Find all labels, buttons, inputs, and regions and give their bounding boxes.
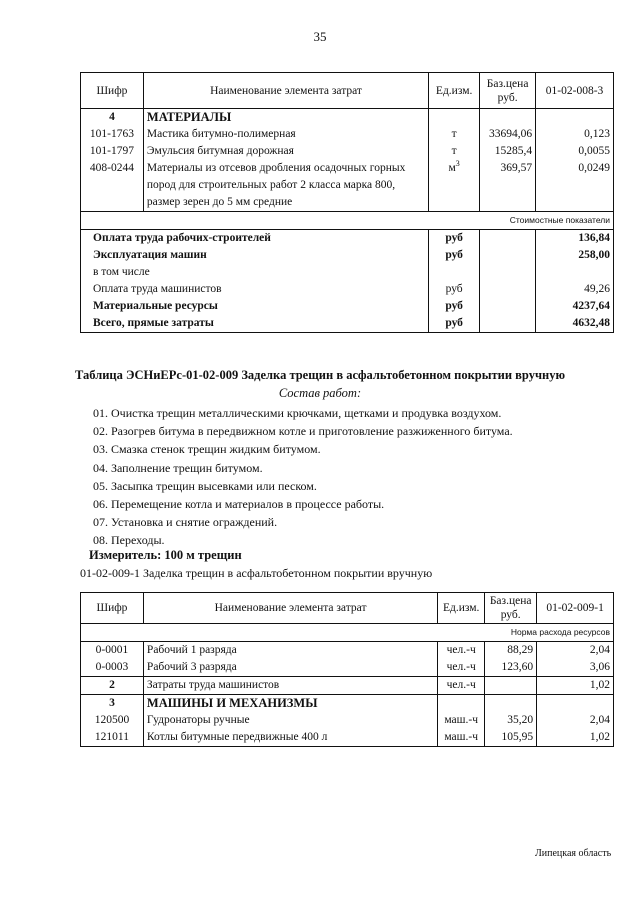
header-price: Баз.цена руб. <box>480 73 536 109</box>
cost-table-1 <box>80 72 614 333</box>
table-title: Таблица ЭСНиЕРс-01-02-009 Заделка трещин в асфальтобетонном покрытии вручную <box>75 368 565 382</box>
works-title: Состав работ: <box>278 386 362 400</box>
page-number: 35 <box>313 29 327 44</box>
table-row: 0-0003 Рабочий 3 разряда чел.-ч 123,60 3,06 <box>81 659 614 677</box>
header-rate: 01-02-008-3 <box>536 73 614 109</box>
table-row: 0-0001 Рабочий 1 разряда чел.-ч 88,29 2,04 <box>81 642 614 660</box>
resource-table-2 <box>80 592 614 747</box>
list-item: 05. Засыпка трещин высевками или песком. <box>93 478 317 493</box>
footer-region: Липецкая область <box>535 848 612 859</box>
table-row: 101-1763 Мастика битумно-полимерная т 33694,06 0,123 <box>81 126 614 143</box>
cost-row: в том числе <box>81 264 614 281</box>
header-name: Наименование элемента затрат <box>143 73 428 109</box>
header-code: Шифр <box>81 73 144 109</box>
cost-row: Оплата труда машинистов руб 49,26 <box>81 281 614 298</box>
section-row <box>81 109 614 127</box>
header-code: Шифр <box>81 593 144 624</box>
band-label: Стоимостные показатели <box>81 212 614 230</box>
header-rate: 01-02-009-1 <box>537 593 614 624</box>
section-row <box>81 695 614 713</box>
header-unit: Ед.изм. <box>429 73 480 109</box>
header-price: Баз.цена руб. <box>485 593 537 624</box>
table-row: 408-0244 Материалы из отсевов дробления осадочных горных пород для строительных работ 2 класса марка 800, размер зерен до 5 мм средние $м^3$ 369,57 0,0249 <box>81 160 614 212</box>
list-item: 07. Установка и снятие ограждений. <box>93 515 278 530</box>
header-unit: Ед.изм. <box>438 593 485 624</box>
unit-superscript: 3 <box>455 159 460 169</box>
table-row: 2 Затраты труда машинистов чел.-ч 1,02 <box>81 677 614 695</box>
cost-row: Материальные ресурсы руб 4237,64 <box>81 298 614 315</box>
band-label: Норма расхода ресурсов <box>81 624 614 642</box>
section-code: 4 <box>81 109 144 127</box>
header-name: Наименование элемента затрат <box>143 593 437 624</box>
cost-row: Эксплуатация машин руб 258,00 <box>81 247 614 264</box>
table-row: 120500 Гудронаторы ручные маш.-ч 35,20 2,04 <box>81 712 614 729</box>
code-line: 01-02-009-1 Заделка трещин в асфальтобетонном покрытии вручную <box>80 566 433 580</box>
section-title: МАШИНЫ И МЕХАНИЗМЫ <box>143 695 437 713</box>
list-item: 04. Заполнение трещин битумом. <box>93 460 263 475</box>
table-row: 121011 Котлы битумные передвижные 400 л маш.-ч 105,95 1,02 <box>81 729 614 747</box>
meter: Измеритель: 100 м трещин <box>89 548 242 562</box>
cost-row: Всего, прямые затраты руб 4632,48 <box>81 315 614 333</box>
list-item: 01. Очистка трещин металлическими крючками, щетками и продувка воздухом. <box>93 406 502 420</box>
list-item: 06. Перемещение котла и материалов в процессе работы. <box>93 496 385 511</box>
table-row: 101-1797 Эмульсия битумная дорожная т 15285,4 0,0055 <box>81 143 614 160</box>
works-list <box>93 404 513 550</box>
list-item: 08. Переходы. <box>93 533 165 548</box>
cost-row: Оплата труда рабочих-строителей руб 136,84 <box>81 230 614 248</box>
list-item: 02. Разогрев битума в передвижном котле и приготовление разжиженного битума. <box>93 424 513 439</box>
section-code: 3 <box>81 695 144 713</box>
list-item: 03. Смазка стенок трещин жидким битумом. <box>93 442 321 457</box>
unit-text: м <box>448 162 456 174</box>
section-title: МАТЕРИАЛЫ <box>143 109 428 127</box>
